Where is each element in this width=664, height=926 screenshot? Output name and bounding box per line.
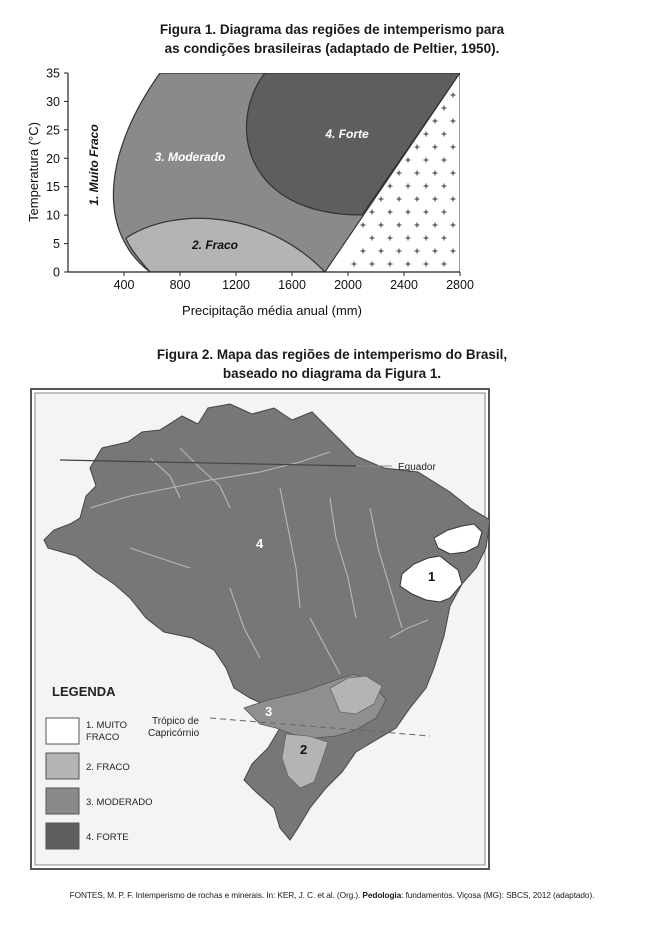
x-tick-label: 1600: [278, 278, 306, 292]
x-tick-label: 800: [169, 278, 191, 292]
x-tick-label: 400: [113, 278, 135, 292]
legend-label-moderado: 3. MODERADO: [86, 797, 153, 808]
source-bold: Pedologia: [362, 890, 402, 900]
y-tick-label: 10: [46, 208, 60, 223]
x-tick-label: 1200: [222, 278, 250, 292]
label-muito-fraco: 1. Muito Fraco: [87, 124, 101, 206]
y-tick-label: 5: [53, 237, 60, 252]
tropic-label-line1: Trópico de: [152, 716, 199, 727]
legend-swatch-moderado: [46, 788, 79, 814]
equator-label: Equador: [398, 462, 436, 473]
weathering-diagram: [0, 60, 664, 330]
legend-swatch-fraco: [46, 753, 79, 779]
legend-swatch-forte: [46, 823, 79, 849]
figure2-title-line2: baseado no diagrama da Figura 1.: [222, 366, 442, 381]
x-ticks: [114, 272, 474, 292]
figure2-title: [0, 345, 664, 383]
figure1-title-line1: Figura 1. Diagrama das regiões de intemperismo para: [159, 22, 505, 37]
x-axis-label: Precipitação média anual (mm): [182, 303, 362, 318]
source-citation: [0, 890, 664, 900]
figure1-title: [0, 20, 664, 58]
y-tick-label: 15: [46, 180, 60, 195]
legend-label-fraco: 2. FRACO: [86, 762, 130, 773]
legend-label-muito-fraco-1: 1. MUITO: [86, 720, 127, 731]
x-tick-label: 2000: [334, 278, 362, 292]
legend-label-muito-fraco-2: FRACO: [86, 732, 120, 743]
label-fraco: 2. Fraco: [191, 238, 239, 252]
tropic-label-line2: Capricórnio: [148, 728, 200, 739]
label-forte: 4. Forte: [325, 127, 369, 141]
x-tick-label: 2800: [446, 278, 474, 292]
y-ticks: [46, 67, 68, 280]
y-tick-label: 30: [46, 94, 60, 109]
map-number-3: 3: [265, 704, 273, 719]
brazil-weathering-map: [30, 388, 490, 870]
map-number-4: 4: [256, 536, 264, 551]
source-suffix: : fundamentos. Viçosa (MG): SBCS, 2012 (adaptado).: [401, 890, 595, 900]
label-moderado: 3. Moderado: [154, 150, 226, 164]
map-number-1: 1: [428, 569, 436, 584]
y-tick-label: 25: [46, 123, 60, 138]
legend-label-forte: 4. FORTE: [86, 832, 129, 843]
figure1-title-line2: as condições brasileiras (adaptado de Peltier, 1950).: [164, 41, 500, 56]
legend-swatch-muito-fraco: [46, 718, 79, 744]
y-tick-label: 20: [46, 151, 60, 166]
x-tick-label: 2400: [390, 278, 418, 292]
figure2-title-line1: Figura 2. Mapa das regiões de intemperismo do Brasil,: [156, 347, 508, 362]
legend-title: LEGENDA: [52, 684, 116, 699]
map-number-2: 2: [300, 742, 308, 757]
y-tick-label: 0: [53, 265, 60, 280]
source-prefix: FONTES, M. P. F. Intemperismo de rochas e minerais. In: KER, J. C. et al. (Org.).: [69, 890, 363, 900]
y-axis-label: Temperatura (°C): [26, 122, 41, 222]
y-tick-label: 35: [46, 66, 60, 81]
